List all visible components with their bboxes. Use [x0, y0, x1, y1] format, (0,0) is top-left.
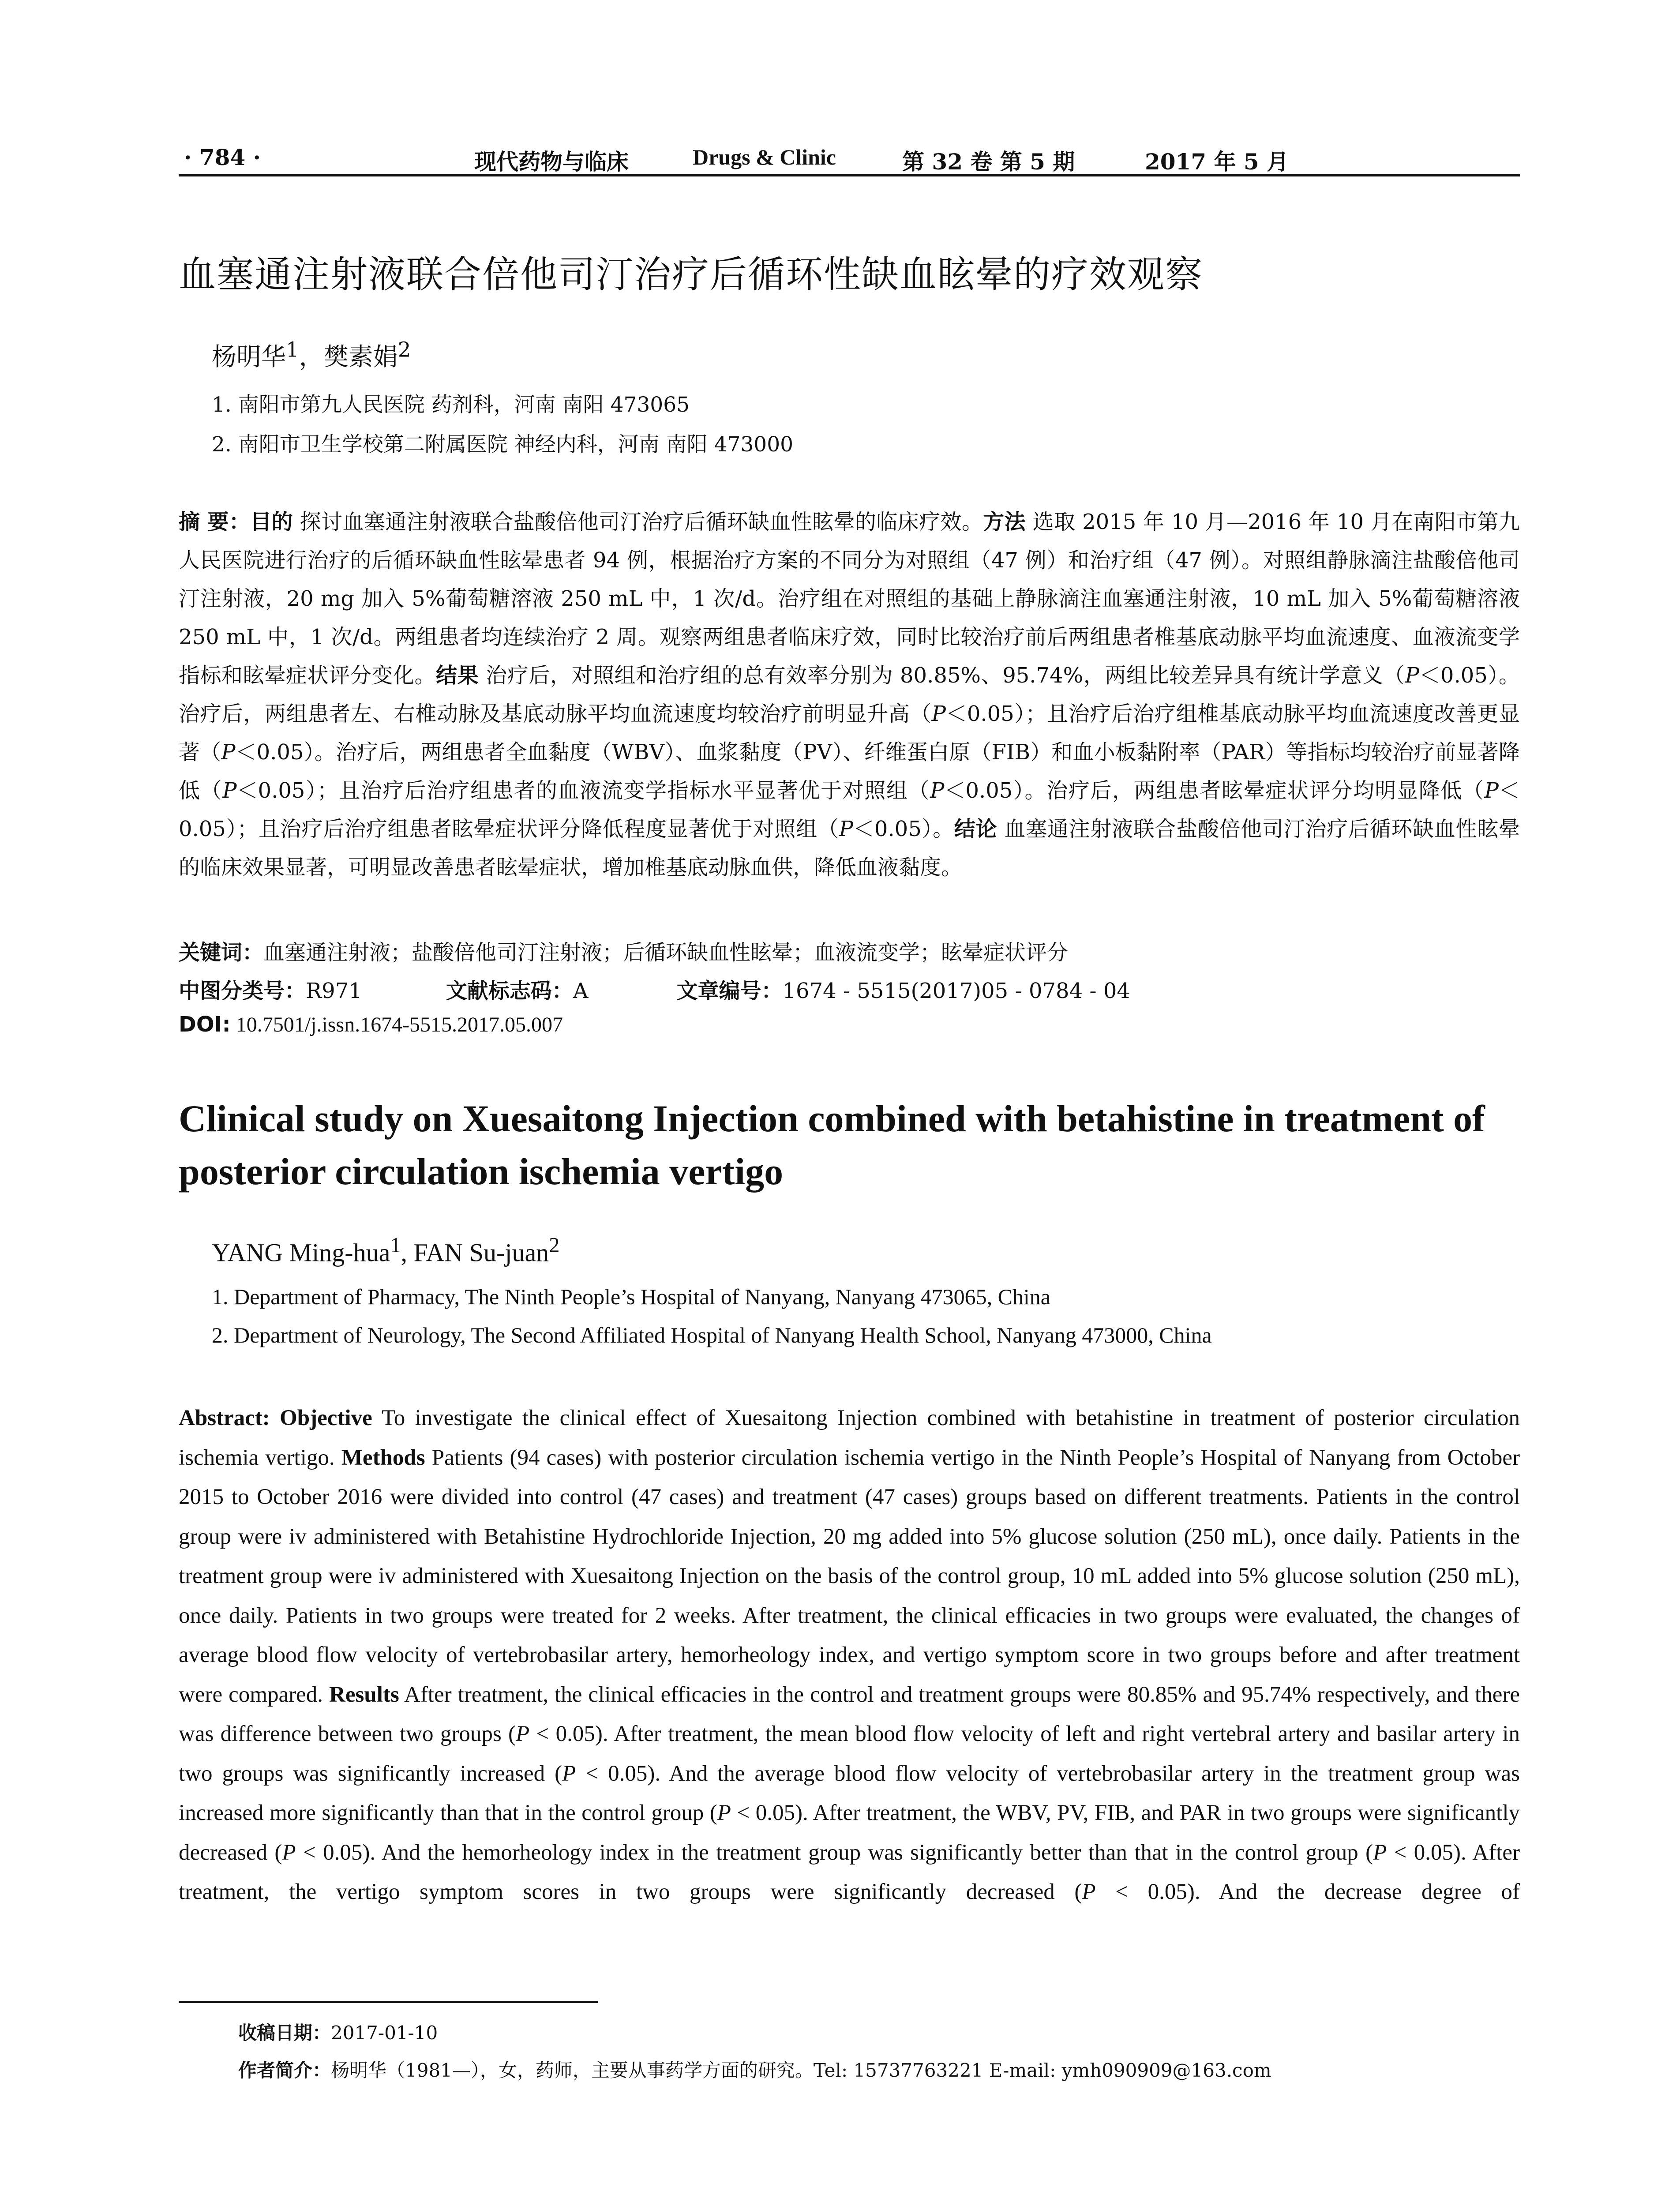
author-bio-label: 作者简介： [238, 2060, 331, 2081]
author-1: 杨明华 [212, 343, 286, 371]
keywords [179, 935, 1068, 966]
p-symbol: P [1484, 778, 1499, 803]
article-number-value: 1674 - 5515(2017)05 - 0784 - 04 [782, 979, 1130, 1003]
abstract-label: 摘 要： [179, 510, 251, 534]
received-date: 2017-01-10 [331, 2022, 438, 2044]
results-text-en: < 0.05). And the decrease degree of [1095, 1880, 1520, 1904]
results-label: 结果 [436, 663, 479, 688]
methods-label-en: Methods [341, 1445, 425, 1470]
results-text: ＜0.05）；且治疗后治疗组患者眩晕症状评分降低程度显著优于对照组（ [179, 778, 1520, 841]
results-text: 治疗后，对照组和治疗组的总有效率分别为 80.85%、95.74%，两组比较差异具有统计学意义（ [479, 663, 1405, 688]
english-affiliation-1: 1. Department of Pharmacy, The Ninth People’s Hospital of Nanyang, Nanyang 473065, China [212, 1284, 1051, 1309]
results-text-en: < 0.05). And the hemorheology index in the treatment group was significantly better than that in the control group ( [296, 1840, 1373, 1865]
author-1-en: YANG Ming-hua [212, 1238, 390, 1267]
author-2-affil-mark: 2 [398, 338, 411, 362]
clc-value: R971 [306, 979, 362, 1003]
results-text: ＜0.05）；且治疗后治疗组椎基底动脉平均血流速度改善更显著（ [179, 702, 1520, 765]
doi-line [179, 1012, 563, 1037]
doc-code-value: A [573, 979, 589, 1003]
p-symbol: P [1082, 1880, 1096, 1904]
journal-name-cn: 现代药物与临床 [474, 149, 629, 175]
results-text-en: < 0.05). After treatment, the vertigo symptom scores in two groups were significantly decreased ( [179, 1840, 1520, 1904]
results-text: ＜0.05）。治疗后，两组患者全血黏度（WBV）、血浆黏度（PV）、纤维蛋白原（FIB）和血小板黏附率（PAR）等指标均较治疗前显著降低（ [179, 740, 1520, 803]
p-symbol: P [1405, 663, 1419, 688]
keywords-label: 关键词： [179, 940, 264, 965]
english-title: Clinical study on Xuesaitong Injection combined with betahistine in treatment of posterior circulation ischemia vertigo [179, 1097, 1485, 1193]
results-label-en: Results [329, 1682, 399, 1707]
chinese-title: 血塞通注射液联合倍他司汀治疗后循环性缺血眩晕的疗效观察 [179, 253, 1204, 296]
clc-label: 中图分类号： [179, 979, 306, 1003]
english-authors [212, 1233, 559, 1267]
english-affiliation-2: 2. Department of Neurology, The Second Affiliated Hospital of Nanyang Health School, Nanyang 473000, China [212, 1323, 1212, 1347]
p-symbol: P [717, 1801, 731, 1825]
methods-label: 方法 [983, 510, 1026, 534]
running-header [179, 139, 1520, 176]
issue-date: 2017 年 5 月 [1145, 149, 1289, 175]
chinese-affiliation-2: 2. 南阳市卫生学校第二附属医院 神经内科，河南 南阳 473000 [212, 432, 794, 457]
methods-text: 选取 2015 年 10 月—2016 年 10 月在南阳市第九人民医院进行治疗的后循环缺血性眩晕患者 94 例，根据治疗方案的不同分为对照组（47 例）和治疗组（47 例）。对照组静脉滴注盐酸倍他司汀注射液，20 mg 加入 5%葡萄糖溶液 250 mL 中，1 次/d。治疗组在对照组的基础上静脉滴注血塞通注射液，10 mL 加入 5%葡萄糖溶液 250 mL 中，1 次/d。两组患者均连续治疗 2 周。观察两组患者临床疗效，同时比较治疗前后两组患者椎基底动脉平均血流速度、血液流变学指标和眩晕症状评分变化。 [179, 510, 1520, 688]
article-number-label: 文章编号： [676, 979, 783, 1003]
p-symbol: P [222, 778, 237, 803]
author-2: ，樊素娟 [299, 343, 398, 371]
abstract-objective-label: Abstract: Objective [179, 1406, 372, 1430]
doi-value: 10.7501/j.issn.1674-5515.2017.05.007 [230, 1013, 563, 1036]
p-symbol: P [931, 702, 946, 726]
journal-name-en: Drugs & Clinic [693, 145, 836, 169]
keywords-text: 血塞通注射液；盐酸倍他司汀注射液；后循环缺血性眩晕；血液流变学；眩晕症状评分 [263, 940, 1069, 965]
results-text-en: After treatment, the clinical efficacies in the control and treatment groups were 80.85% and 95.74% respectively, and there was difference between two groups ( [179, 1682, 1520, 1746]
objective-text: 探讨血塞通注射液联合盐酸倍他司汀治疗后循环缺血性眩晕的临床疗效。 [293, 510, 983, 534]
chinese-affiliation-1: 1. 南阳市第九人民医院 药剂科，河南 南阳 473065 [212, 393, 690, 417]
classification-line [179, 974, 1130, 1004]
results-text: ＜0.05）。 [853, 817, 954, 841]
chinese-abstract [179, 503, 1520, 887]
p-symbol: P [221, 740, 236, 765]
author-1-en-affil-mark: 1 [390, 1234, 401, 1257]
received-label: 收稿日期： [238, 2022, 331, 2044]
page-number: · 784 · [184, 144, 261, 170]
results-text-en: < 0.05). And the average blood flow velocity of vertebrobasilar artery in the treatment group was increased more significantly than that in the control group ( [179, 1761, 1520, 1825]
volume-issue: 第 32 卷 第 5 期 [902, 149, 1075, 175]
doc-code-label: 文献标志码： [446, 979, 573, 1003]
results-text: ＜0.05）。治疗后，两组患者左、右椎动脉及基底动脉平均血流速度均较治疗前明显升高（ [179, 663, 1520, 726]
p-symbol: P [562, 1761, 576, 1786]
p-symbol: P [1373, 1840, 1387, 1865]
english-abstract [179, 1399, 1520, 1912]
author-1-affil-mark: 1 [286, 338, 299, 362]
methods-text-en: Patients (94 cases) with posterior circulation ischemia vertigo in the Ninth People’s Hospital of Nanyang from October 2015 to October 2016 were divided into control (47 cases) and treatment (47 cases) groups based on different treatments. Patients in the control group were iv administered with Betahistine Hydrochloride Injection, 20 mg added into 5% glucose solution (250 mL), once daily. Patients in the treatment group were iv administered with Xuesaitong Injection on the basis of the control group, 10 mL added into 5% glucose solution (250 mL), once daily. Patients in two groups were treated for 2 weeks. After treatment, the clinical efficacies in two groups were evaluated, the changes of average blood flow velocity of vertebrobasilar artery, hemorheology index, and vertigo symptom score in two groups before and after treatment were compared. [179, 1445, 1520, 1707]
author-2-en-affil-mark: 2 [549, 1234, 560, 1257]
author-2-en: , FAN Su-juan [401, 1238, 549, 1267]
conclusion-text: 血塞通注射液联合盐酸倍他司汀治疗后循环缺血性眩晕的临床效果显著，可明显改善患者眩晕症状，增加椎基底动脉血供，降低血液黏度。 [179, 817, 1520, 880]
p-symbol: P [282, 1840, 296, 1865]
objective-label: 目的 [250, 510, 293, 534]
chinese-authors [212, 338, 411, 373]
results-text: ＜0.05）；且治疗后治疗组患者的血液流变学指标水平显著优于对照组（ [236, 778, 930, 803]
p-symbol: P [839, 817, 853, 841]
author-bio-footnote [238, 2056, 1271, 2082]
p-symbol: P [930, 778, 945, 803]
objective-text-en: To investigate the clinical effect of Xuesaitong Injection combined with betahistine in treatment of posterior circulation ischemia vertigo. [179, 1406, 1520, 1470]
conclusion-label: 结论 [954, 817, 998, 841]
results-text-en: < 0.05). After treatment, the WBV, PV, FIB, and PAR in two groups were significantly decreased ( [179, 1801, 1520, 1865]
footnote-divider [179, 2001, 598, 2003]
p-symbol: P [516, 1722, 530, 1746]
received-date-footnote [238, 2018, 438, 2045]
results-text-en: < 0.05). After treatment, the mean blood flow velocity of left and right vertebral artery and basilar artery in two groups was significantly increased ( [179, 1722, 1520, 1786]
doi-label: DOI: [179, 1012, 231, 1037]
author-bio-text: 杨明华（1981—），女，药师，主要从事药学方面的研究。Tel: 15737763221 E-mail: ymh090909@163.com [331, 2060, 1271, 2081]
results-text: ＜0.05）。治疗后，两组患者眩晕症状评分均明显降低（ [944, 778, 1485, 803]
